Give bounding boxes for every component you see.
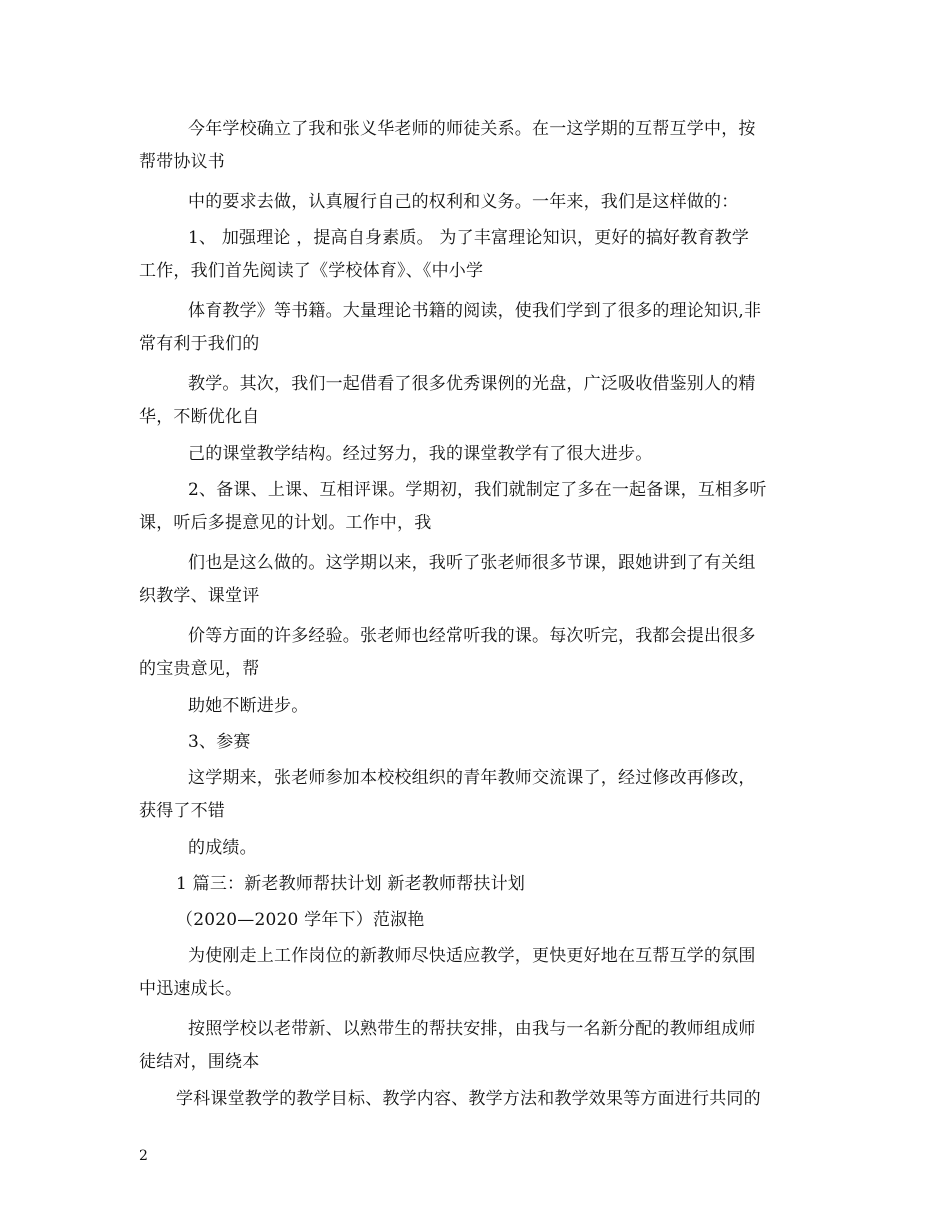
body-line: 中迅速成长。 bbox=[139, 979, 243, 999]
body-line: 们也是这么做的。这学期以来，我听了张老师很多节课，跟她讲到了有关组 bbox=[188, 553, 756, 573]
section-heading: 3、参赛 bbox=[188, 732, 251, 752]
body-line: 常有利于我们的 bbox=[139, 334, 260, 354]
body-line: 的宝贵意见，帮 bbox=[139, 659, 260, 679]
body-line: 帮带协议书 bbox=[139, 152, 225, 172]
section-title: 1 篇三：新老教师帮扶计划 新老教师帮扶计划 bbox=[176, 874, 526, 894]
body-line: 织教学、课堂评 bbox=[139, 586, 260, 606]
body-line: 课，听后多提意见的计划。工作中，我 bbox=[139, 513, 432, 533]
body-line: 体育教学》等书籍。大量理论书籍的阅读，使我们学到了很多的理论知识,非 bbox=[188, 301, 762, 321]
body-line: 今年学校确立了我和张义华老师的师徒关系。在一这学期的互帮互学中，按 bbox=[188, 119, 756, 139]
body-line: 中的要求去做，认真履行自己的权利和义务。一年来，我们是这样做的： bbox=[188, 192, 739, 212]
section-subtitle: （2020—2020 学年下）范淑艳 bbox=[176, 910, 425, 930]
body-line: 己的课堂教学结构。经过努力，我的课堂教学有了很大进步。 bbox=[188, 444, 653, 464]
body-line: 这学期来，张老师参加本校校组织的青年教师交流课了，经过修改再修改， bbox=[188, 768, 756, 788]
body-line: 获得了不错 bbox=[139, 801, 225, 821]
body-line: 华，不断优化自 bbox=[139, 407, 260, 427]
body-line: 助她不断进步。 bbox=[188, 696, 309, 716]
body-line: 为使刚走上工作岗位的新教师尽快适应教学，更快更好地在互帮互学的氛围 bbox=[188, 946, 756, 966]
body-line: 教学。其次，我们一起借看了很多优秀课例的光盘，广泛吸收借鉴别人的精 bbox=[188, 374, 756, 394]
body-line: 学科课堂教学的教学目标、教学内容、教学方法和教学效果等方面进行共同的 bbox=[176, 1089, 761, 1109]
body-line: 2、备课、上课、互相评课。学期初，我们就制定了多在一起备课，互相多听 bbox=[188, 480, 767, 500]
body-line: 工作，我们首先阅读了《学校体育》、《中小学 bbox=[139, 261, 484, 281]
body-line: 的成绩。 bbox=[188, 838, 257, 858]
body-line: 徒结对，围绕本 bbox=[139, 1052, 260, 1072]
body-line: 1、 加强理论 ，提高自身素质。 为了丰富理论知识，更好的搞好教育教学 bbox=[188, 228, 750, 248]
body-line: 价等方面的许多经验。张老师也经常听我的课。每次听完，我都会提出很多 bbox=[188, 626, 756, 646]
page-number: 2 bbox=[139, 1148, 148, 1164]
body-line: 按照学校以老带新、以熟带生的帮扶安排，由我与一名新分配的教师组成师 bbox=[188, 1019, 756, 1039]
